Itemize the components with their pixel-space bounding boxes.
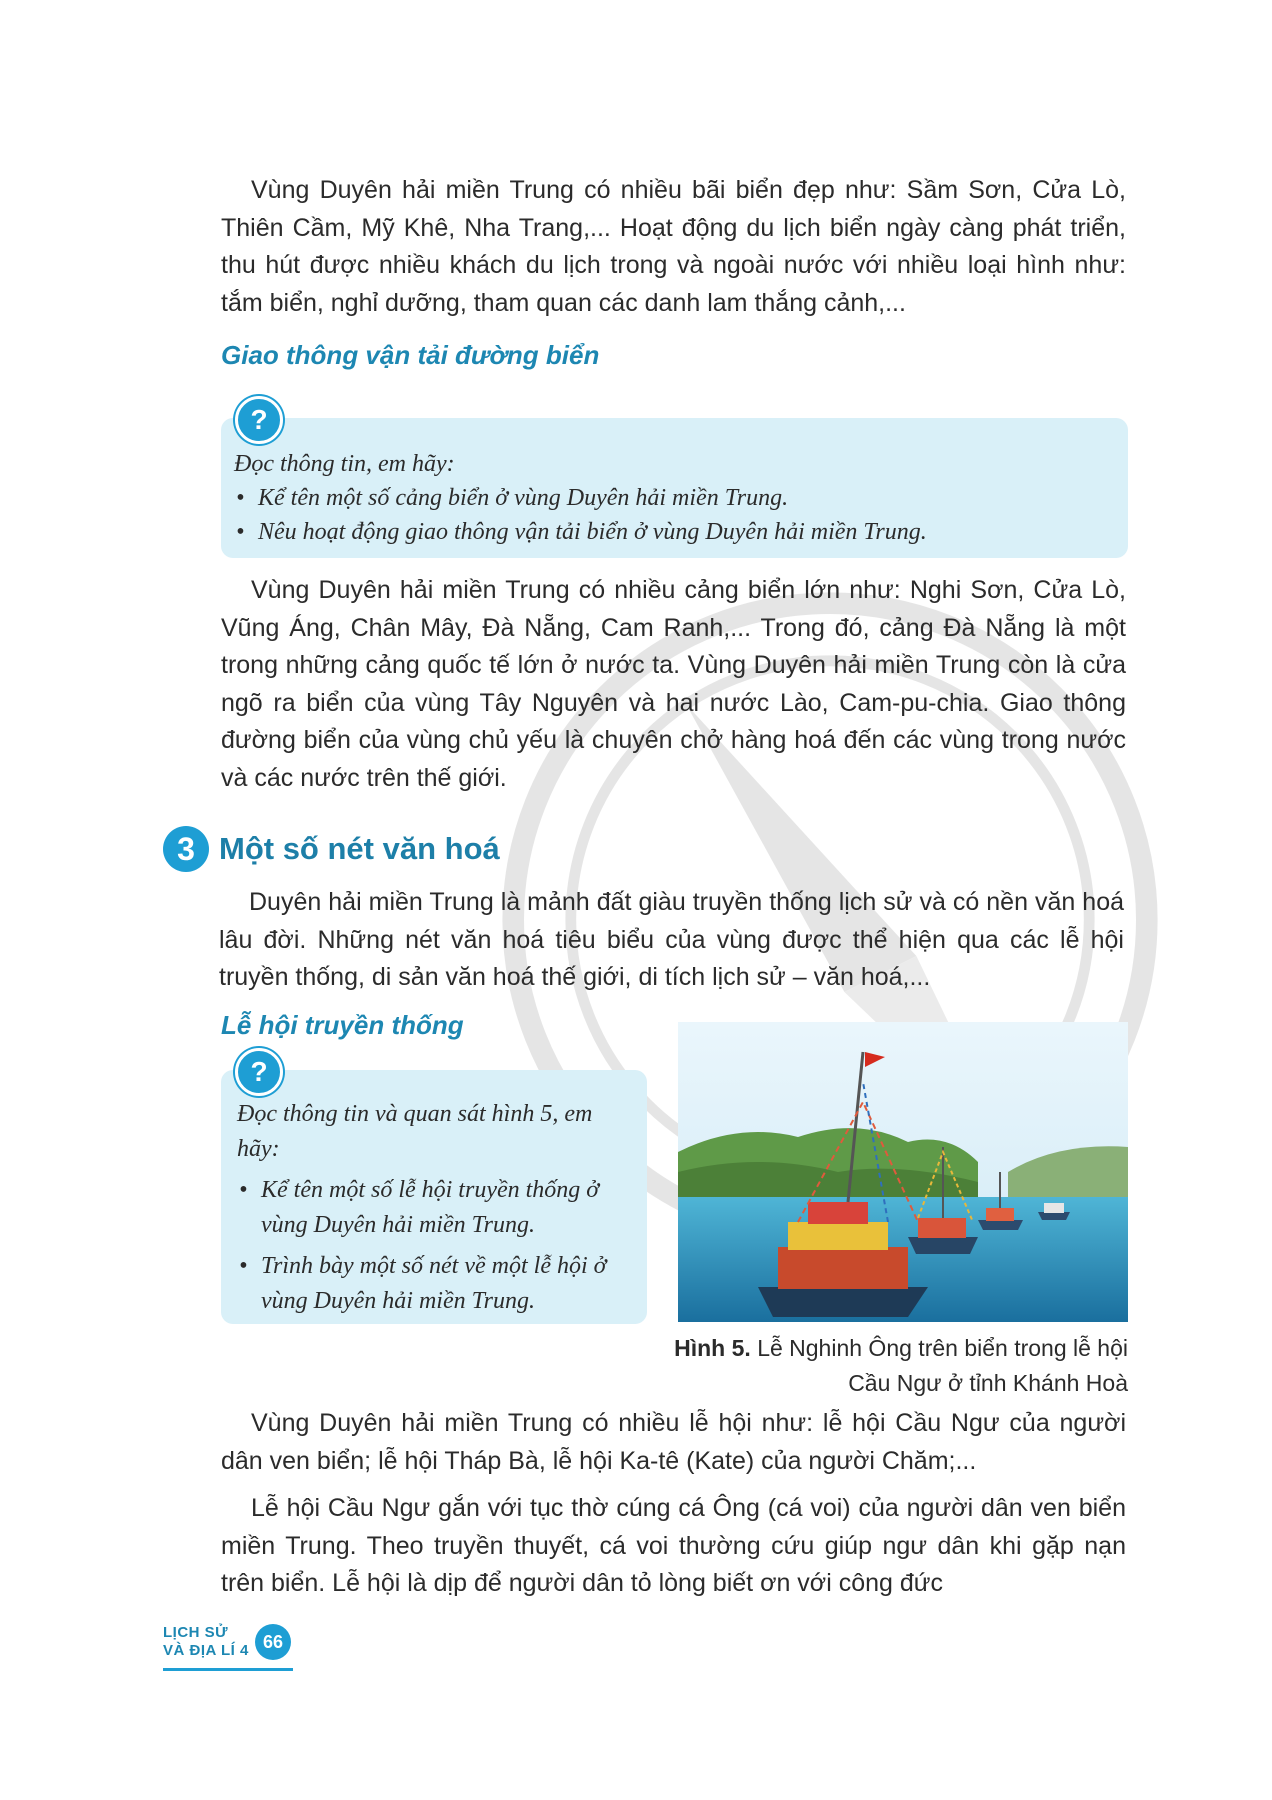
festival-boats-photo <box>678 1022 1128 1322</box>
figure-caption-text: Lễ Nghinh Ông trên biển trong lễ hội Cầu Ngư ở tỉnh Khánh Hoà <box>757 1335 1128 1396</box>
logo-line-1: LỊCH SỬ <box>163 1624 229 1641</box>
question-list <box>234 481 1114 549</box>
question-intro: Đọc thông tin và quan sát hình 5, em hãy: <box>237 1101 593 1162</box>
section-number-badge: 3 <box>163 826 209 872</box>
sea-transport-subheading: Giao thông vận tải đường biển <box>221 340 600 370</box>
question-item: • Kể tên một số lễ hội truyền thống ở vùng Duyên hải miền Trung. <box>237 1173 637 1243</box>
figure-caption <box>640 1331 1128 1401</box>
tourism-paragraph: Vùng Duyên hải miền Trung có nhiều bãi biển đẹp như: Sầm Sơn, Cửa Lò, Thiên Cầm, Mỹ Khê, Nha Trang,... Hoạt động du lịch biển ngày càng phát triển, thu hút được nhiều khách du lịch trong và ngoài nước với nhiều loại hình như: tắm biển, nghỉ dưỡng, tham quan các danh lam thắng cảnh,... <box>221 176 1126 317</box>
book-logo <box>163 1618 303 1674</box>
section-3-heading <box>163 824 500 874</box>
section-title: Một số nét văn hoá <box>219 831 500 866</box>
question-item: • Nêu hoạt động giao thông vận tải biển ở vùng Duyên hải miền Trung. <box>234 515 1114 549</box>
ports-paragraph: Vùng Duyên hải miền Trung có nhiều cảng biển lớn như: Nghi Sơn, Cửa Lò, Vũng Áng, Chân Mây, Đà Nẵng, Cam Ranh,... Trong đó, cảng Đà Nẵng là một trong những cảng quốc tế lớn ở nước ta. Vùng Duyên hải miền Trung còn là cửa ngõ ra biển của vùng Tây Nguyên và hai nước Lào, Cam-pu-chia. Giao thông đường biển của vùng chủ yếu là chuyên chở hàng hoá đến các vùng trong nước và các nước trên thế giới. <box>221 576 1126 792</box>
footer-divider <box>163 1668 293 1671</box>
question-item: • Kể tên một số cảng biển ở vùng Duyên hải miền Trung. <box>234 481 1114 515</box>
question-list <box>237 1173 637 1319</box>
question-icon: ? <box>235 1048 283 1096</box>
logo-line-2: VÀ ĐỊA LÍ 4 <box>163 1642 249 1659</box>
question-intro: Đọc thông tin, em hãy: <box>234 451 455 477</box>
question-item: • Trình bày một số nét về một lễ hội ở vùng Duyên hải miền Trung. <box>237 1249 637 1319</box>
question-text-ports <box>234 447 1114 549</box>
question-text-festivals <box>237 1097 637 1319</box>
figure-label: Hình 5. <box>674 1335 751 1361</box>
culture-intro-paragraph: Duyên hải miền Trung là mảnh đất giàu truyền thống lịch sử và có nền văn hoá lâu đời. Những nét văn hoá tiêu biểu của vùng được thể hiện qua các lễ hội truyền thống, di sản văn hoá thế giới, di tích lịch sử – văn hoá,... <box>219 888 1124 991</box>
page-number: 66 <box>255 1624 291 1660</box>
festivals-paragraph: Vùng Duyên hải miền Trung có nhiều lễ hội như: lễ hội Cầu Ngư của người dân ven biển; lễ hội Tháp Bà, lễ hội Ka-tê (Kate) của người Chăm;... <box>221 1409 1126 1475</box>
cau-ngu-paragraph: Lễ hội Cầu Ngư gắn với tục thờ cúng cá Ông (cá voi) của người dân ven biển miền Trung. Theo truyền thuyết, cá voi thường cứu giúp ngư dân khi gặp nạn trên biển. Lễ hội là dịp để người dân tỏ lòng biết ơn với công đức <box>221 1494 1126 1597</box>
traditional-festivals-subheading: Lễ hội truyền thống <box>221 1010 464 1040</box>
question-icon: ? <box>235 396 283 444</box>
